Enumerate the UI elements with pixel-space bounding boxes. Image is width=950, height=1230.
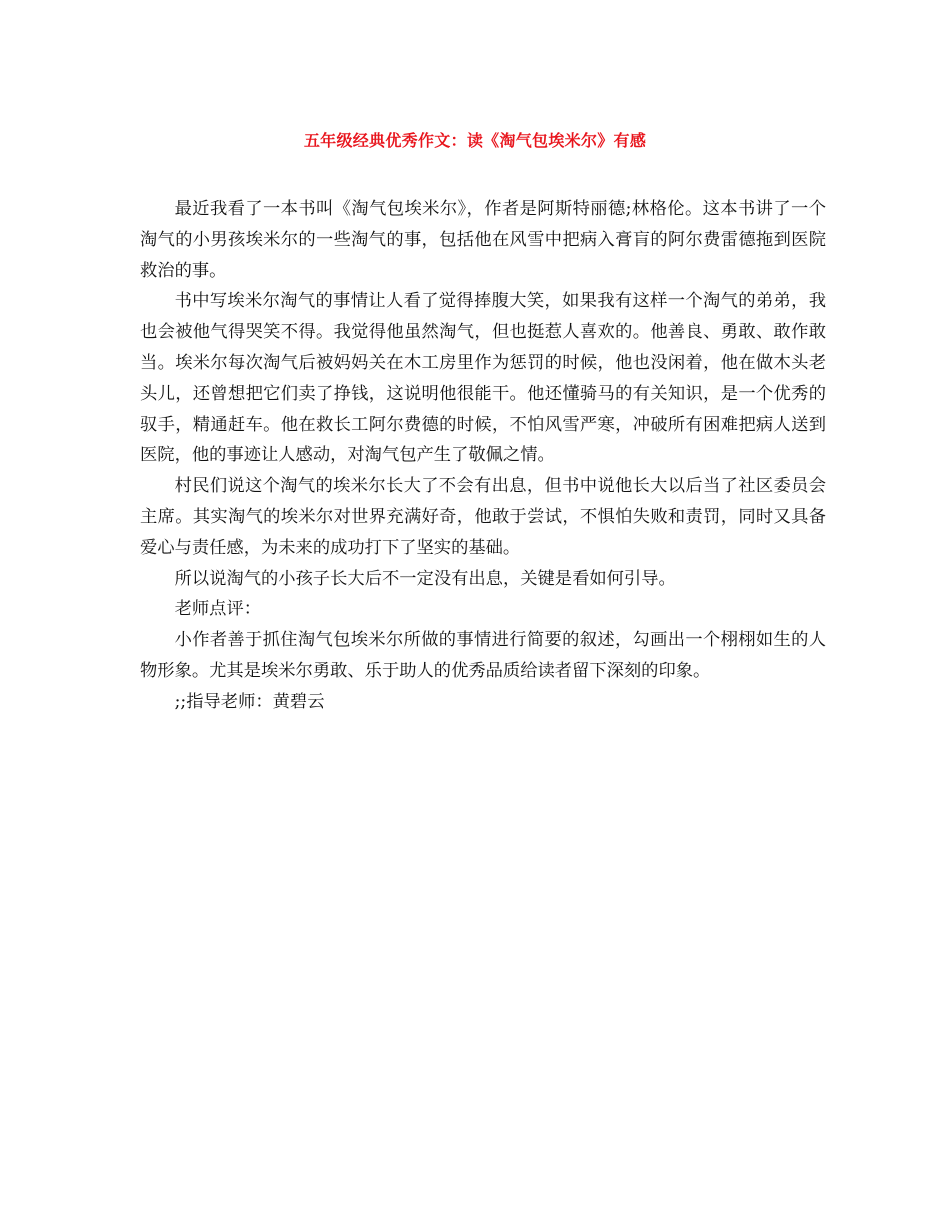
paragraph-intro: 最近我看了一本书叫《淘气包埃米尔》，作者是阿斯特丽德;林格伦。这本书讲了一个淘气的小男孩埃米尔的一些淘气的事，包括他在风雪中把病入膏肓的阿尔费雷德拖到医院救治的事。 <box>140 199 826 281</box>
paragraph-villagers: 村民们说这个淘气的埃米尔长大了不会有出息，但书中说他长大以后当了社区委员会主席。其实淘气的埃米尔对世界充满好奇，他敢于尝试，不惧怕失败和责罚，同时又具备爱心与责任感，为未来的成功打下了坚实的基础。 <box>140 476 826 558</box>
document-title: 五年级经典优秀作文：读《淘气包埃米尔》有感 <box>303 131 647 150</box>
paragraph-character: 书中写埃米尔淘气的事情让人看了觉得捧腹大笑，如果我有这样一个淘气的弟弟，我也会被他气得哭笑不得。我觉得他虽然淘气，但也挺惹人喜欢的。他善良、勇敢、敢作敢当。埃米尔每次淘气后被妈妈关在木工房里作为惩罚的时候，他也没闲着，他在做木头老头儿，还曾想把它们卖了挣钱，这说明他很能干。他还懂骑马的有关知识，是一个优秀的驭手，精通赶车。他在救长工阿尔费德的时候，不怕风雪严寒，冲破所有困难把病人送到医院，他的事迹让人感动，对淘气包产生了敬佩之情。 <box>140 291 826 466</box>
document-body <box>140 194 826 718</box>
instructor-signature: ;;指导老师：黄碧云 <box>174 691 325 712</box>
teacher-comment-label: 老师点评： <box>174 599 262 620</box>
teacher-comment: 小作者善于抓住淘气包埃米尔所做的事情进行简要的叙述，勾画出一个栩栩如生的人物形象。尤其是埃米尔勇敢、乐于助人的优秀品质给读者留下深刻的印象。 <box>140 630 826 681</box>
paragraph-conclusion: 所以说淘气的小孩子长大后不一定没有出息，关键是看如何引导。 <box>174 568 676 589</box>
